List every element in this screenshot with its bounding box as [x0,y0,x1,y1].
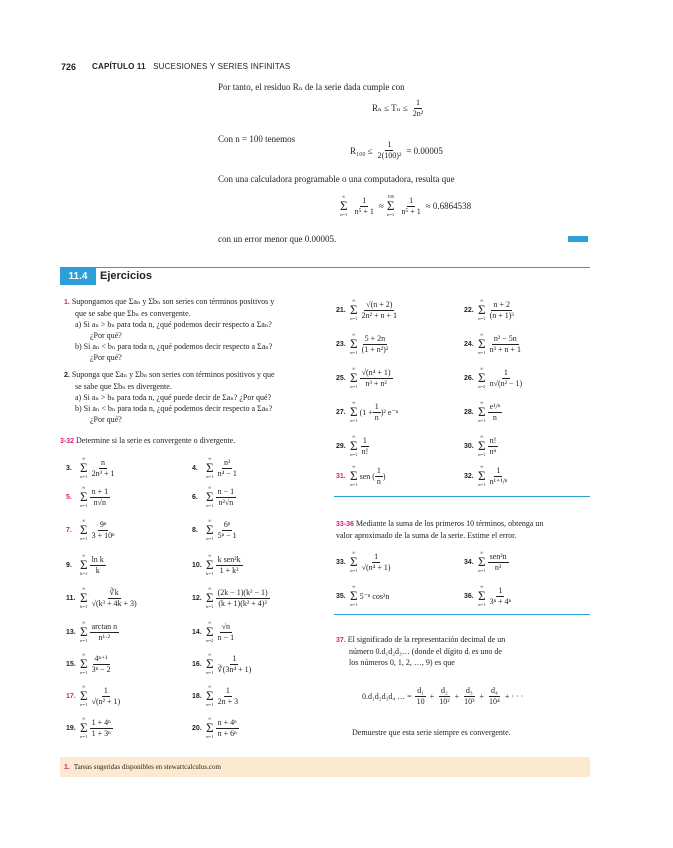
ex37-closing: Demuestre que esta serie siempre es convergente. [352,728,511,737]
series-term [360,300,399,321]
series-term: 5⁻ⁿ cos²n [359,591,390,601]
exercise-18 [192,684,240,708]
range-3-32-text: Determine si la serie es convergente o divergente. [76,436,236,445]
ex1-line: ¿Por qué? [90,331,122,340]
exercise-35 [336,584,389,608]
series-term [90,555,106,576]
series-term [488,436,499,457]
series-term-suffix: ) [382,471,386,481]
term-numerator: k sen²k [217,554,241,564]
intro-line-1: Por tanto, el residuo Rₙ de la serie dada cumple con [218,82,405,92]
series-term-prefix: sen ( [359,471,375,481]
term-denominator: n√n [93,497,107,507]
sigma-icon: ∞ Σ n=1 [350,464,358,487]
series-term [90,686,123,707]
ex1-line: Supongamos que Σaₙ y Σbₙ son series con términos positivos y [71,297,275,306]
eq2-fraction [376,140,404,161]
term-numerator: 9ⁿ [99,519,107,529]
exercise-13 [66,620,119,644]
term-denominator: n [374,412,379,422]
exercise-27 [336,400,398,424]
exercise-1 [64,296,324,363]
exercise-19 [66,716,113,740]
sigma-icon: ∞ Σ n=1 [206,716,214,739]
exercise-label: 34. [464,558,474,566]
series-term [216,555,243,576]
sigma-icon: ∞ Σ n=1 [478,298,486,321]
series-term [360,552,393,573]
term-denominator: √(k³ + 4k + 3) [91,598,137,608]
running-header [92,62,290,71]
eq3-approx: ≈ [378,201,384,211]
ex37-line: los números 0, 1, 2, …, 9) es que [349,658,455,667]
ex37-equation [362,686,523,707]
term-denominator: n²√n [218,497,234,507]
exercise-12 [192,586,270,610]
term-denominator: n√(n² − 1) [489,378,523,388]
term-denominator: 2n³ + 1 [91,468,115,478]
exercise-7 [66,518,117,542]
sigma-icon: ∞ Σ n=1 [350,298,358,321]
exercise-17 [66,684,122,708]
exercise-37 [336,634,592,668]
sigma-icon: ∞ Σ n=1 [80,485,88,508]
exercise-36 [464,584,513,608]
term-numerator: n + 2 [493,299,510,309]
sigma-icon: ∞ Σ n=1 [478,400,486,423]
exercise-1-label: 1. [64,299,70,306]
exercise-label: 24. [464,340,474,348]
exercise-label: 3. [66,464,72,472]
sigma-icon: ∞ Σ n=1 [350,550,358,573]
sigma-icon: ∞ Σ n=2 [206,620,214,643]
term-numerator: n² − 5n [493,333,517,343]
series-term [216,588,270,609]
term-denominator: n [492,412,497,422]
term-denominator: n¹·² [98,632,111,642]
term-numerator: 1 [362,435,367,445]
series-term [488,466,510,487]
series-term [488,552,509,573]
sigma-icon: ∞ Σ n=1 [478,434,486,457]
term-numerator: 1 [225,685,230,695]
term-denominator: n¹⁺¹/ⁿ [489,476,508,486]
term-denominator: n³ + n + 1 [489,344,521,354]
range-33-36-label: 33-36 [336,521,354,528]
range-33-36-text: valor aproximado de la suma de la serie. Estime el error. [336,531,517,540]
sigma-icon: ∞ Σ n=1 [478,550,486,573]
term-numerator: 1 [503,367,508,377]
term-numerator: 1 [496,465,501,475]
term-numerator: n + 1 [91,486,109,496]
term-numerator: sen²n [489,551,507,561]
intro-line-2: Con n = 100 tenemos [218,134,296,144]
term-numerator: n − 1 [217,486,235,496]
exercise-3 [66,456,117,480]
exercise-label: 21. [336,306,346,314]
chapter-label: CAPÍTULO 11 [92,62,146,71]
term-denominator: n⁴ − 1 [217,468,237,478]
series-term-suffix: )² e⁻ⁿ [380,407,399,417]
term-numerator: (2k − 1)(k² − 1) [217,587,268,597]
exercise-label: 20. [192,724,202,732]
exercise-label: 10. [192,561,202,569]
exercise-31 [336,464,386,488]
term-numerator: 1 [374,551,379,561]
ex37-line: El significado de la representación decimal de un [347,635,506,644]
eq3-fraction-a: $\frac{1}{\text{n⁵ + 1}}$ [354,195,374,216]
term-denominator: √(n⁴ + 1) [361,562,391,572]
exercise-label: 18. [192,692,202,700]
ex37-term: $\frac{\text{d₃}}{\text{10³}}$ [464,686,475,706]
exercise-34 [464,550,509,574]
sigma-icon: ∞ Σ n=1 [80,652,88,675]
term-denominator: 2n + 3 [217,696,239,706]
term-numerator: n [101,457,106,467]
equation-3 [340,194,471,218]
ex1-line: b) Si aₙ < bₙ para toda n, ¿qué podemos decir respecto a Σaₙ? [75,342,273,351]
series-term [216,654,254,675]
exercise-label: 8. [192,526,198,534]
eq1-den: 2n² [412,109,424,118]
exercise-15 [66,652,113,676]
sigma-icon: ∞ Σ n=1 [80,716,88,739]
exercise-label: 14. [192,628,202,636]
exercise-10 [192,553,243,577]
term-numerator: n + 4ⁿ [217,717,237,727]
sigma-icon: 100 Σ n=1 [386,194,395,217]
page-number: 726 [61,62,77,72]
exercise-label: 31. [336,472,346,480]
exercise-label: 29. [336,442,346,450]
exercise-label: 33. [336,558,346,566]
exercise-label: 25. [336,374,346,382]
end-of-example-marker [568,236,588,242]
sigma-icon: ∞ Σ n=1 [80,684,88,707]
exercise-32 [464,464,509,488]
exercise-label: 30. [464,442,474,450]
exercise-label: 23. [336,340,346,348]
term-denominator: 3ⁿ + 4ⁿ [489,596,512,606]
term-denominator: (n + 1)³ [489,310,514,320]
equation-2 [350,140,443,161]
term-denominator: 5ⁿ − 1 [217,530,237,540]
term-denominator: n! [361,446,369,456]
exercise-14 [192,620,236,644]
term-denominator: (k + 1)(k² + 4)² [218,598,267,608]
term-denominator: ∛(3n⁴ + 1) [217,664,252,674]
ex2-line: ¿Por qué? [90,415,122,424]
exercise-label: 26. [464,374,474,382]
term-numerator: 1 [232,653,237,663]
series-term [90,654,113,675]
exercise-6 [192,485,236,509]
exercise-20 [192,716,239,740]
eq1-num: 1 [415,98,420,107]
exercise-22 [464,298,516,322]
exercise-21 [336,298,399,322]
range-3-32-label: 3-32 [60,438,75,445]
range-33-36-text: Mediante la suma de los primeros 10 términos, obtenga un [355,519,544,528]
series-term [216,686,241,707]
term-numerator: √(n⁴ + 1) [361,367,391,377]
eq2-rhs: = 0.00005 [406,145,443,156]
ex37-line: número 0.d₁d₂d₃… (donde el dígito dᵢ es uno de [349,647,502,656]
exercise-24 [464,332,523,356]
term-denominator: n − 1 [217,632,235,642]
intro-line-3: Con una calculadora programable o una computadora, resulta que [218,174,455,184]
exercise-label: 36. [464,592,474,600]
footer-label: 1. [64,764,70,771]
term-numerator: 1 [103,685,108,695]
term-denominator: nⁿ [489,446,497,456]
sigma-icon: ∞ Σ n=1 [206,456,214,479]
term-numerator: n! [489,435,497,445]
series-term [216,520,239,541]
exercise-label: 4. [192,464,198,472]
exercise-label: 12. [192,594,202,602]
sigma-icon: ∞ Σ n=1 [206,518,214,541]
exercise-29 [336,434,370,458]
term-denominator: 1 + k³ [219,565,239,575]
term-numerator: e¹/ⁿ [489,401,501,411]
sigma-icon: ∞ Σ n=1 [350,400,358,423]
term-numerator: 1 [498,585,503,595]
exercise-label: 9. [66,561,72,569]
term-numerator: 1 [376,465,381,475]
series-term [216,718,239,739]
term-denominator: k [95,565,100,575]
series-term [90,718,113,739]
ex1-line: ¿Por qué? [90,353,122,362]
exercise-label: 15. [66,660,76,668]
sigma-icon: ∞ Σ n=1 [478,584,486,607]
chapter-title: SUCESIONES Y SERIES INFINITAS [153,62,291,71]
series-term [360,368,393,389]
series-term-prefix: (1 + [359,407,373,417]
series-term [488,334,523,355]
series-term [90,622,120,643]
exercise-label: 16. [192,660,202,668]
exercise-8 [192,518,239,542]
sigma-icon: ∞ Σ n=1 [80,518,88,541]
series-term [216,458,239,479]
exercise-label: 28. [464,408,474,416]
series-term [360,436,371,457]
series-term [488,368,525,389]
exercise-label: 35. [336,592,346,600]
series-term [90,520,117,541]
term-numerator: 5 + 2n [364,333,386,343]
exercise-2 [64,369,324,425]
series-term [90,588,139,609]
section-title: Ejercicios [100,270,152,282]
eq1-lhs: Rₙ ≤ Tₙ ≤ [372,103,408,113]
intro-line-4: con un error menor que 0.00005. [218,234,337,244]
exercise-label: 17. [66,692,76,700]
sigma-icon: ∞ Σ n=2 [478,366,486,389]
term-denominator: (1 + n²)² [361,344,389,354]
term-numerator: arctan n [91,621,118,631]
series-term [373,402,381,423]
series-term [216,622,237,643]
ex1-line: que se sabe que Σbₙ es convergente. [75,309,191,318]
exercise-28 [464,400,502,424]
exercise-label: 27. [336,408,346,416]
exercise-9 [66,553,106,577]
ex37-term: $\frac{\text{d₄}}{\text{10⁴}}$ [489,686,500,706]
sigma-icon: ∞ Σ n=1 [350,366,358,389]
equation-1 [372,98,425,119]
term-denominator: √(n² + 1) [91,696,121,706]
range-3-32-heading [60,435,235,447]
term-denominator: 2n² + n + 1 [361,310,397,320]
eq3-fraction-b: $\frac{1}{\text{n⁵ + 1}}$ [401,195,421,216]
exercise-33 [336,550,393,574]
series-term [90,487,111,508]
eq1-fraction [411,98,425,119]
exercise-5 [66,485,110,509]
exercise-label: 7. [66,526,72,534]
eq2-num: 1 [387,140,392,149]
eq3-rhs: ≈ 0.6864538 [425,201,472,211]
sigma-icon: ∞ Σ n=1 [80,456,88,479]
exercise-label: 13. [66,628,76,636]
footer-text: Tareas sugeridas disponibles en stewartcalculus.com [73,763,221,771]
plus: + [454,692,460,701]
series-term [90,458,117,479]
section-divider [334,496,590,497]
exercise-30 [464,434,498,458]
ex1-line: a) Si aₙ > bₙ para toda n, ¿qué podemos decir respecto a Σaₙ? [75,320,272,329]
sigma-icon: ∞ Σ n=1 [350,332,358,355]
sigma-icon: ∞ Σ n=1 [350,584,358,607]
sigma-icon: ∞ Σ n=1 [340,194,348,217]
exercise-23 [336,332,390,356]
term-denominator: 3ⁿ − 2 [91,664,111,674]
term-numerator: 1 [374,401,379,411]
term-numerator: 1 + 4ⁿ [91,717,111,727]
ex37-lhs: 0.d₁d₂d₃d₄ … = [362,692,412,701]
term-numerator: n³ [224,457,231,467]
plus: + [479,692,485,701]
series-term [488,300,516,321]
exercise-label: 22. [464,306,474,314]
exercise-11 [66,586,139,610]
series-term [375,466,383,487]
exercise-label: 6. [192,493,198,501]
exercise-37-label: 37. [336,637,346,644]
plus: + [429,692,435,701]
term-denominator: n³ + n² [365,378,387,388]
exercise-26 [464,366,524,390]
section-number: 11.4 [60,268,96,285]
eq2-den: 2(100)² [377,151,402,160]
term-numerator: √n [221,621,231,631]
range-33-36-heading [336,518,592,541]
term-denominator: 3 + 10ⁿ [91,530,115,540]
term-numerator: 6ⁿ [223,519,231,529]
sigma-icon: ∞ Σ n=1 [206,485,214,508]
term-numerator: ln k [91,554,104,564]
ex37-term: $\frac{\text{d₂}}{\text{10²}}$ [439,686,450,706]
series-term [216,487,237,508]
exercise-4 [192,456,239,480]
sigma-icon: ∞ Σ n=1 [206,652,214,675]
ex2-line: se sabe que Σbₙ es divergente. [75,382,172,391]
ex2-line: a) Si aₙ > bₙ para toda n, ¿qué puede decir de Σaₙ? ¿Por qué? [75,393,272,402]
term-denominator: n [376,476,381,486]
ex2-line: Suponga que Σaₙ y Σbₙ son series con términos positivos y que [71,370,275,379]
section-divider [334,614,590,615]
exercise-label: 19. [66,724,76,732]
sigma-icon: ∞ Σ k=1 [206,586,214,609]
term-numerator: 4ⁿ⁺¹ [94,653,108,663]
exercise-label: 11. [66,594,76,602]
ex37-tail: + · · · [504,692,524,701]
ex37-term: $\frac{\text{d₁}}{10}$ [416,686,425,706]
sigma-icon: ∞ Σ n=1 [478,332,486,355]
term-numerator: ∛k [109,587,119,597]
sigma-icon: ∞ Σ n=1 [80,620,88,643]
term-denominator: n³ [494,562,502,572]
ex2-line: b) Si aₙ < bₙ para toda n, ¿qué podemos decir respecto a Σaₙ? [75,404,273,413]
sigma-icon: ∞ Σ n=1 [478,464,486,487]
sigma-icon: ∞ Σ k=1 [80,586,88,609]
sigma-icon: ∞ Σ k=1 [206,553,214,576]
exercise-label: 32. [464,472,474,480]
exercise-label: 5. [66,493,72,501]
sigma-icon: ∞ Σ k=1 [80,553,88,576]
exercise-25 [336,366,393,390]
series-term [488,586,514,607]
term-denominator: 1 + 3ⁿ [91,728,111,738]
series-term [360,334,391,355]
sigma-icon: ∞ Σ n=1 [206,684,214,707]
exercise-16 [192,652,253,676]
eq2-lhs: R₁₀₀ ≤ [350,145,373,156]
homework-footer-text [64,763,221,771]
exercise-2-label: 2. [64,372,70,379]
term-denominator: n + 6ⁿ [217,728,237,738]
series-term [488,402,503,423]
sigma-icon: ∞ Σ n=1 [350,434,358,457]
term-numerator: √(n + 2) [366,299,393,309]
